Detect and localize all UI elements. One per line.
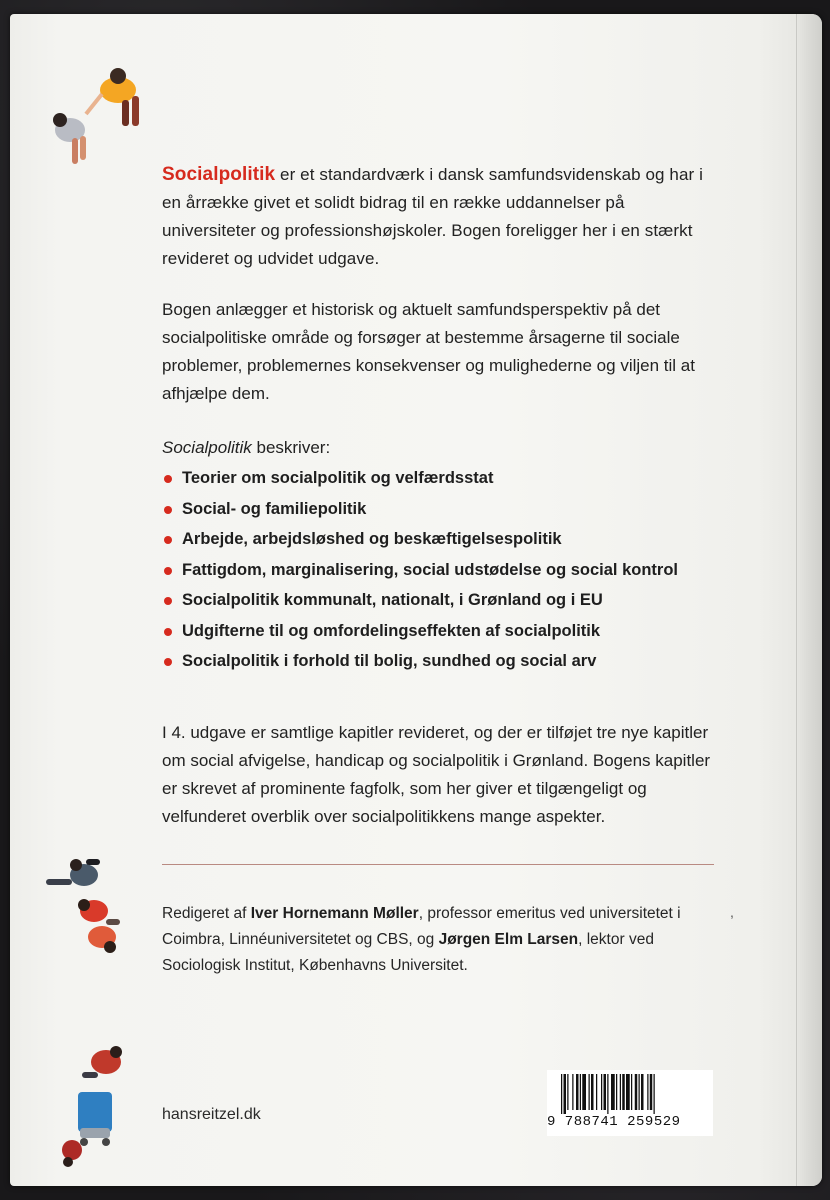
publisher-website: hansreitzel.dk: [162, 1106, 261, 1123]
barcode-bar: [639, 1074, 640, 1110]
topics-bullet-list: [162, 463, 722, 677]
book-back-cover: [10, 14, 822, 1186]
editor-desc-2: , lektor ved Sociologisk Institut, Københavns Universitet.: [162, 931, 654, 974]
barcode-bar: [641, 1074, 644, 1110]
barcode-bar: [567, 1074, 568, 1110]
isbn-number: 9 788741 259529: [547, 1114, 681, 1130]
editor-desc-1: , professor emeritus ved universitetet i Coimbra, Linnéuniversitetet og CBS, og: [162, 905, 681, 948]
editor-name-1: Iver Hornemann Møller: [250, 905, 419, 922]
title-socialpolitik: Socialpolitik: [162, 164, 276, 185]
bullet-item: Teorier om socialpolitik og velfærdsstat: [162, 463, 722, 494]
barcode-bar: [564, 1074, 567, 1114]
list-intro: [162, 434, 714, 462]
barcode-bar: [572, 1074, 573, 1110]
stray-mark: ,: [730, 904, 734, 920]
barcode-bar: [616, 1074, 617, 1110]
barcode-bar: [604, 1074, 607, 1110]
barcode-bar: [596, 1074, 597, 1110]
editors-prefix: Redigeret af: [162, 905, 251, 922]
editors-credit: [162, 901, 732, 979]
edition-paragraph: I 4. udgave er samtlige kapitler revideret, og der er tilføjet tre nye kapitler om social afvigelse, handicap og socialpolitik i Grønland. Bogens kapitler er skrevet af prominente fagfolk, som her giver et tilgængeligt og velfunderet overblik over socialpolitikkens mange aspekter.: [162, 723, 711, 826]
bullet-item: Arbejde, arbejdsløshed og beskæftigelsespolitik: [162, 524, 722, 555]
bullet-item: Social- og familiepolitik: [162, 494, 722, 525]
divider-line: [162, 864, 714, 865]
barcode-bar: [589, 1074, 590, 1110]
barcode-bar: [591, 1074, 594, 1110]
barcode-bar: [650, 1074, 653, 1110]
people-figures-middle-illustration: [40, 849, 130, 964]
barcode-bar: [622, 1074, 625, 1110]
bullet-item: Udgifterne til og omfordelingseffekten af socialpolitik: [162, 616, 722, 647]
barcode-bar: [607, 1074, 608, 1114]
editor-name-2: Jørgen Elm Larsen: [438, 931, 579, 948]
bullet-item: Socialpolitik kommunalt, nationalt, i Grønland og i EU: [162, 585, 722, 616]
book-spine-edge: [796, 14, 822, 1186]
barcode-bar: [561, 1074, 562, 1114]
people-figures-top-illustration: [36, 52, 156, 172]
barcode-bar: [654, 1074, 655, 1114]
bullet-item: Socialpolitik i forhold til bolig, sundhed og social arv: [162, 646, 722, 677]
barcode-bar: [601, 1074, 602, 1110]
list-intro-title: Socialpolitik: [162, 438, 252, 457]
barcode-bar: [582, 1074, 586, 1110]
description-paragraph: Bogen anlægger et historisk og aktuelt samfundsperspektiv på det socialpolitiske område og forsøger at bestemme årsagerne til sociale problemer, problemernes konsekvenser og mulighederne og viljen til at afhjælpe dem.: [162, 300, 695, 403]
list-intro-text: beskriver:: [251, 438, 331, 457]
barcode-bar: [626, 1074, 630, 1110]
barcode-bar: [647, 1074, 648, 1110]
barcode-bar: [580, 1074, 581, 1110]
barcode-bar: [635, 1074, 638, 1110]
barcode-bar: [620, 1074, 621, 1110]
barcode-stripes: [547, 1070, 713, 1116]
barcode-bar: [611, 1074, 615, 1110]
bullet-item: Fattigdom, marginalisering, social udstødelse og social kontrol: [162, 555, 722, 586]
isbn-barcode: [547, 1070, 713, 1136]
barcode-bar: [631, 1074, 632, 1110]
intro-paragraph: [162, 161, 714, 273]
intro-text: er et standardværk i dansk samfundsvidenskab og har i en årrække givet et solidt bidrag til en række uddannelser på universiteter og professionshøjskoler. Bogen foreligger her i en stærkt revideret og udvidet udgave.: [162, 165, 704, 268]
people-figures-bottom-illustration: [50, 1032, 140, 1182]
barcode-bar: [576, 1074, 579, 1110]
